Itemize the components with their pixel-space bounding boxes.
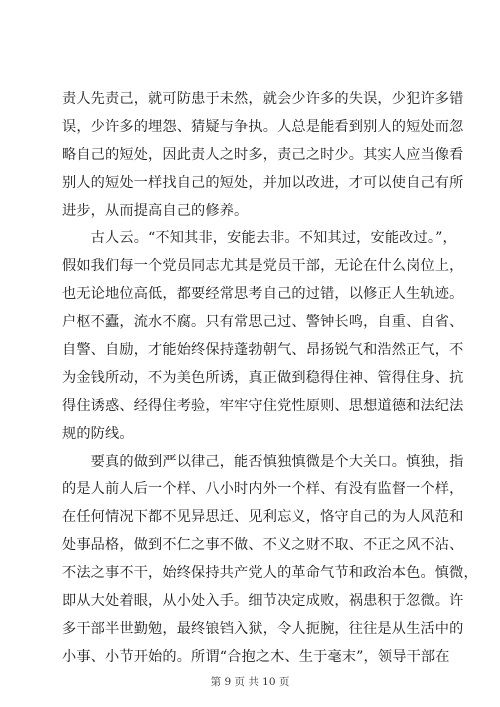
text-line: 处事品格，做到不仁之事不做、不义之财不取、不正之风不沾、	[62, 537, 464, 554]
text-line: 在任何情况下都不见异思迁、见利忘义，恪守自己的为人风范和	[62, 509, 464, 526]
text-line: 自警、自励，才能始终保持蓬勃朝气、昂扬锐气和浩然正气，不	[62, 342, 464, 359]
text-line: 进步，从而提高自己的修养。	[62, 202, 249, 219]
text-line: 不法之事不干，始终保持共产党人的革命气节和政治本色。慎微，	[62, 565, 478, 582]
document-body	[62, 86, 478, 672]
text-line: 别人的短处一样找自己的短处，并加以改进，才可以使自己有所	[62, 174, 464, 191]
text-line: 小事、小节开始的。所谓“合抱之木、生于毫末”，领导干部在	[62, 648, 450, 665]
text-line: 也无论地位高低，都要经常思考自己的过错，以修正人生轨迹。	[62, 286, 464, 303]
text-line: 的是人前人后一个样、八小时内外一个样、有没有监督一个样，	[62, 481, 464, 498]
text-line: 假如我们每一个党员同志尤其是党员干部，无论在什么岗位上，	[62, 258, 464, 275]
page-number-footer: 第 9 页 共 10 页	[210, 676, 290, 688]
text-line: 误，少许多的埋怨、猜疑与争执。人总是能看到别人的短处而忽	[62, 118, 464, 135]
text-line: 为金钱所动，不为美色所诱，真正做到稳得住神、管得住身、抗	[62, 369, 464, 386]
text-line: 多干部半世勤勉，最终锒铛入狱，令人扼腕，往往是从生活中的	[62, 620, 464, 637]
text-line: 户枢不蠹，流水不腐。只有常思己过、警钟长鸣，自重、自省、	[62, 314, 464, 331]
text-line: 略自己的短处，因此责人之时多，责己之时少。其实人应当像看	[62, 146, 464, 163]
text-line: 规的防线。	[62, 425, 134, 442]
text-line: 要真的做到严以律己，能否慎独慎微是个大关口。慎独，指	[62, 453, 464, 470]
text-line: 得住诱惑、经得住考验，牢牢守住党性原则、思想道德和法纪法	[62, 397, 464, 414]
text-line: 责人先责己，就可防患于未然，就会少许多的失误，少犯许多错	[62, 91, 464, 107]
text-line: 古人云。“不知其非，安能去非。不知其过，安能改过。”，	[62, 230, 457, 247]
text-line: 即从大处着眼，从小处入手。细节决定成败，祸患积于忽微。许	[62, 593, 464, 610]
